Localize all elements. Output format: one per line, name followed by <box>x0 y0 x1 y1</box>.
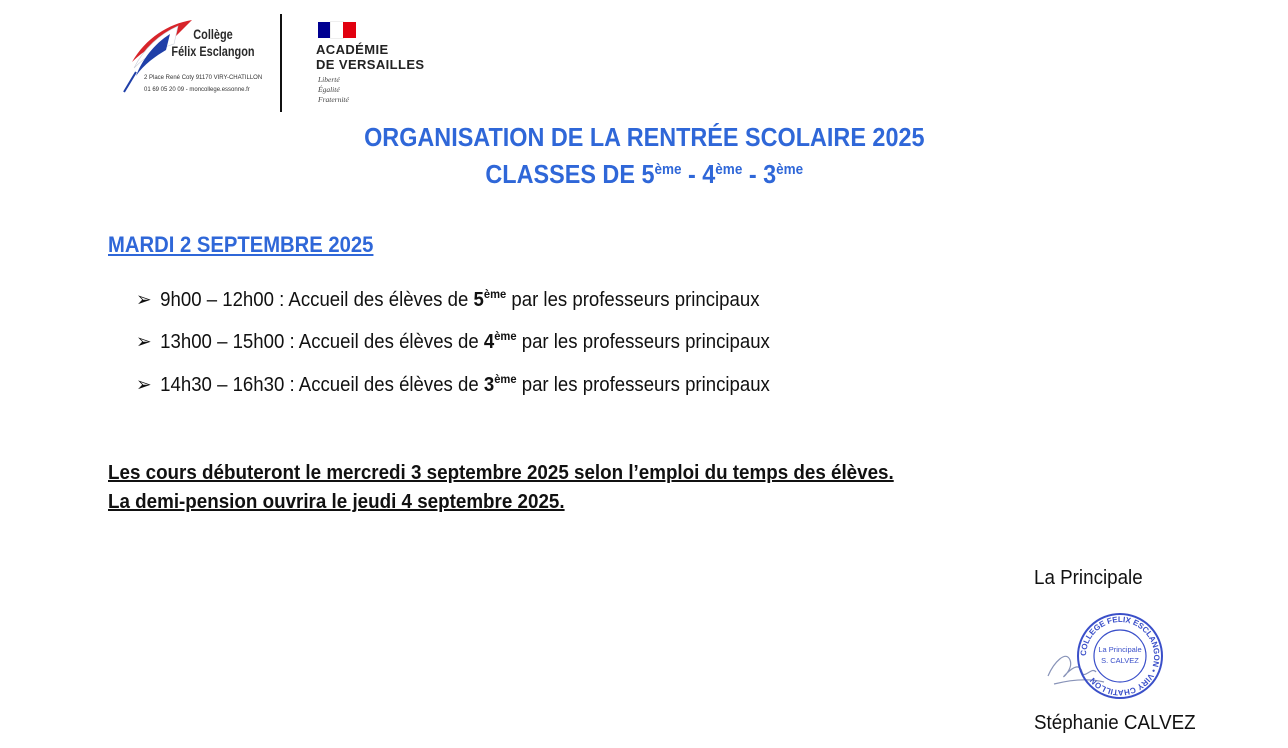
subtitle-sep-2: - <box>742 159 764 189</box>
stamp-center-name: S. CALVEZ <box>1101 656 1139 665</box>
stamp-ring-text: COLLEGE FELIX ESCLANGON • VIRY CHATILLON <box>1078 614 1162 698</box>
subtitle-grade-4: 4 <box>702 159 716 189</box>
schedule-time: 13h00 – 15h00 <box>160 331 285 353</box>
schedule-time: 9h00 – 12h00 <box>160 289 274 311</box>
stamp-center-role: La Principale <box>1098 645 1142 654</box>
schedule-after: par les professeurs principaux <box>506 289 760 311</box>
schedule-text: : Accueil des élèves de <box>284 374 484 396</box>
day-heading: MARDI 2 SEPTEMBRE 2025 <box>108 232 374 257</box>
schedule-text: : Accueil des élèves de <box>273 289 474 311</box>
subtitle-sup-1: ème <box>654 161 682 178</box>
college-logo <box>118 16 268 108</box>
schedule-item <box>136 372 770 397</box>
note-canteen-open: La demi-pension ouvrira le jeudi 4 septembre 2025. <box>108 491 565 513</box>
college-contact-line: 01 69 05 20 09 - moncollege.essonne.fr <box>144 87 250 93</box>
arrow-bullet-icon: ➢ <box>136 331 152 353</box>
academie-logo <box>314 20 454 110</box>
signatory-role: La Principale <box>1034 567 1143 589</box>
french-flag-icon <box>318 22 356 38</box>
college-name <box>170 26 256 60</box>
schedule-grade: 4 <box>483 331 495 353</box>
motto-fraternite: Fraternité <box>318 95 349 104</box>
signatory-name: Stéphanie CALVEZ <box>1034 712 1196 734</box>
subtitle-sep-1: - <box>681 159 703 189</box>
motto-egalite: Égalité <box>318 85 340 94</box>
schedule-after: par les professeurs principaux <box>516 374 770 396</box>
schedule-grade: 5 <box>473 289 484 311</box>
college-name-line1: Collège <box>193 26 233 42</box>
schedule-item <box>136 329 770 354</box>
header-divider <box>280 14 282 112</box>
page-title: ORGANISATION DE LA RENTRÉE SCOLAIRE 2025 <box>364 122 925 152</box>
schedule-grade-sup: ème <box>494 329 517 343</box>
college-name-line2: Félix Esclangon <box>171 43 255 59</box>
subtitle-sup-2: ème <box>715 161 743 178</box>
page-subtitle <box>65 159 1224 190</box>
arrow-bullet-icon: ➢ <box>136 374 152 396</box>
schedule-after: par les professeurs principaux <box>516 331 770 353</box>
motto-liberte: Liberté <box>318 75 340 84</box>
schedule-grade: 3 <box>483 374 495 396</box>
official-stamp <box>1040 602 1170 702</box>
schedule-grade-sup: ème <box>494 372 517 386</box>
academie-line2: DE VERSAILLES <box>316 57 425 72</box>
subtitle-grade-3: 3 <box>763 159 777 189</box>
arrow-bullet-icon: ➢ <box>136 289 152 311</box>
schedule-grade-sup: ème <box>483 287 507 301</box>
schedule-item <box>136 287 760 312</box>
academie-line1: ACADÉMIE <box>316 42 389 57</box>
college-address <box>144 72 266 96</box>
college-address-line: 2 Place René Coty 91170 VIRY-CHATILLON <box>144 75 263 81</box>
schedule-text: : Accueil des élèves de <box>284 331 484 353</box>
schedule-time: 14h30 – 16h30 <box>160 374 285 396</box>
subtitle-sup-3: ème <box>776 161 804 178</box>
subtitle-prefix: CLASSES DE 5 <box>485 159 655 189</box>
note-classes-start: Les cours débuteront le mercredi 3 septembre 2025 selon l’emploi du temps des élèves. <box>108 462 894 484</box>
